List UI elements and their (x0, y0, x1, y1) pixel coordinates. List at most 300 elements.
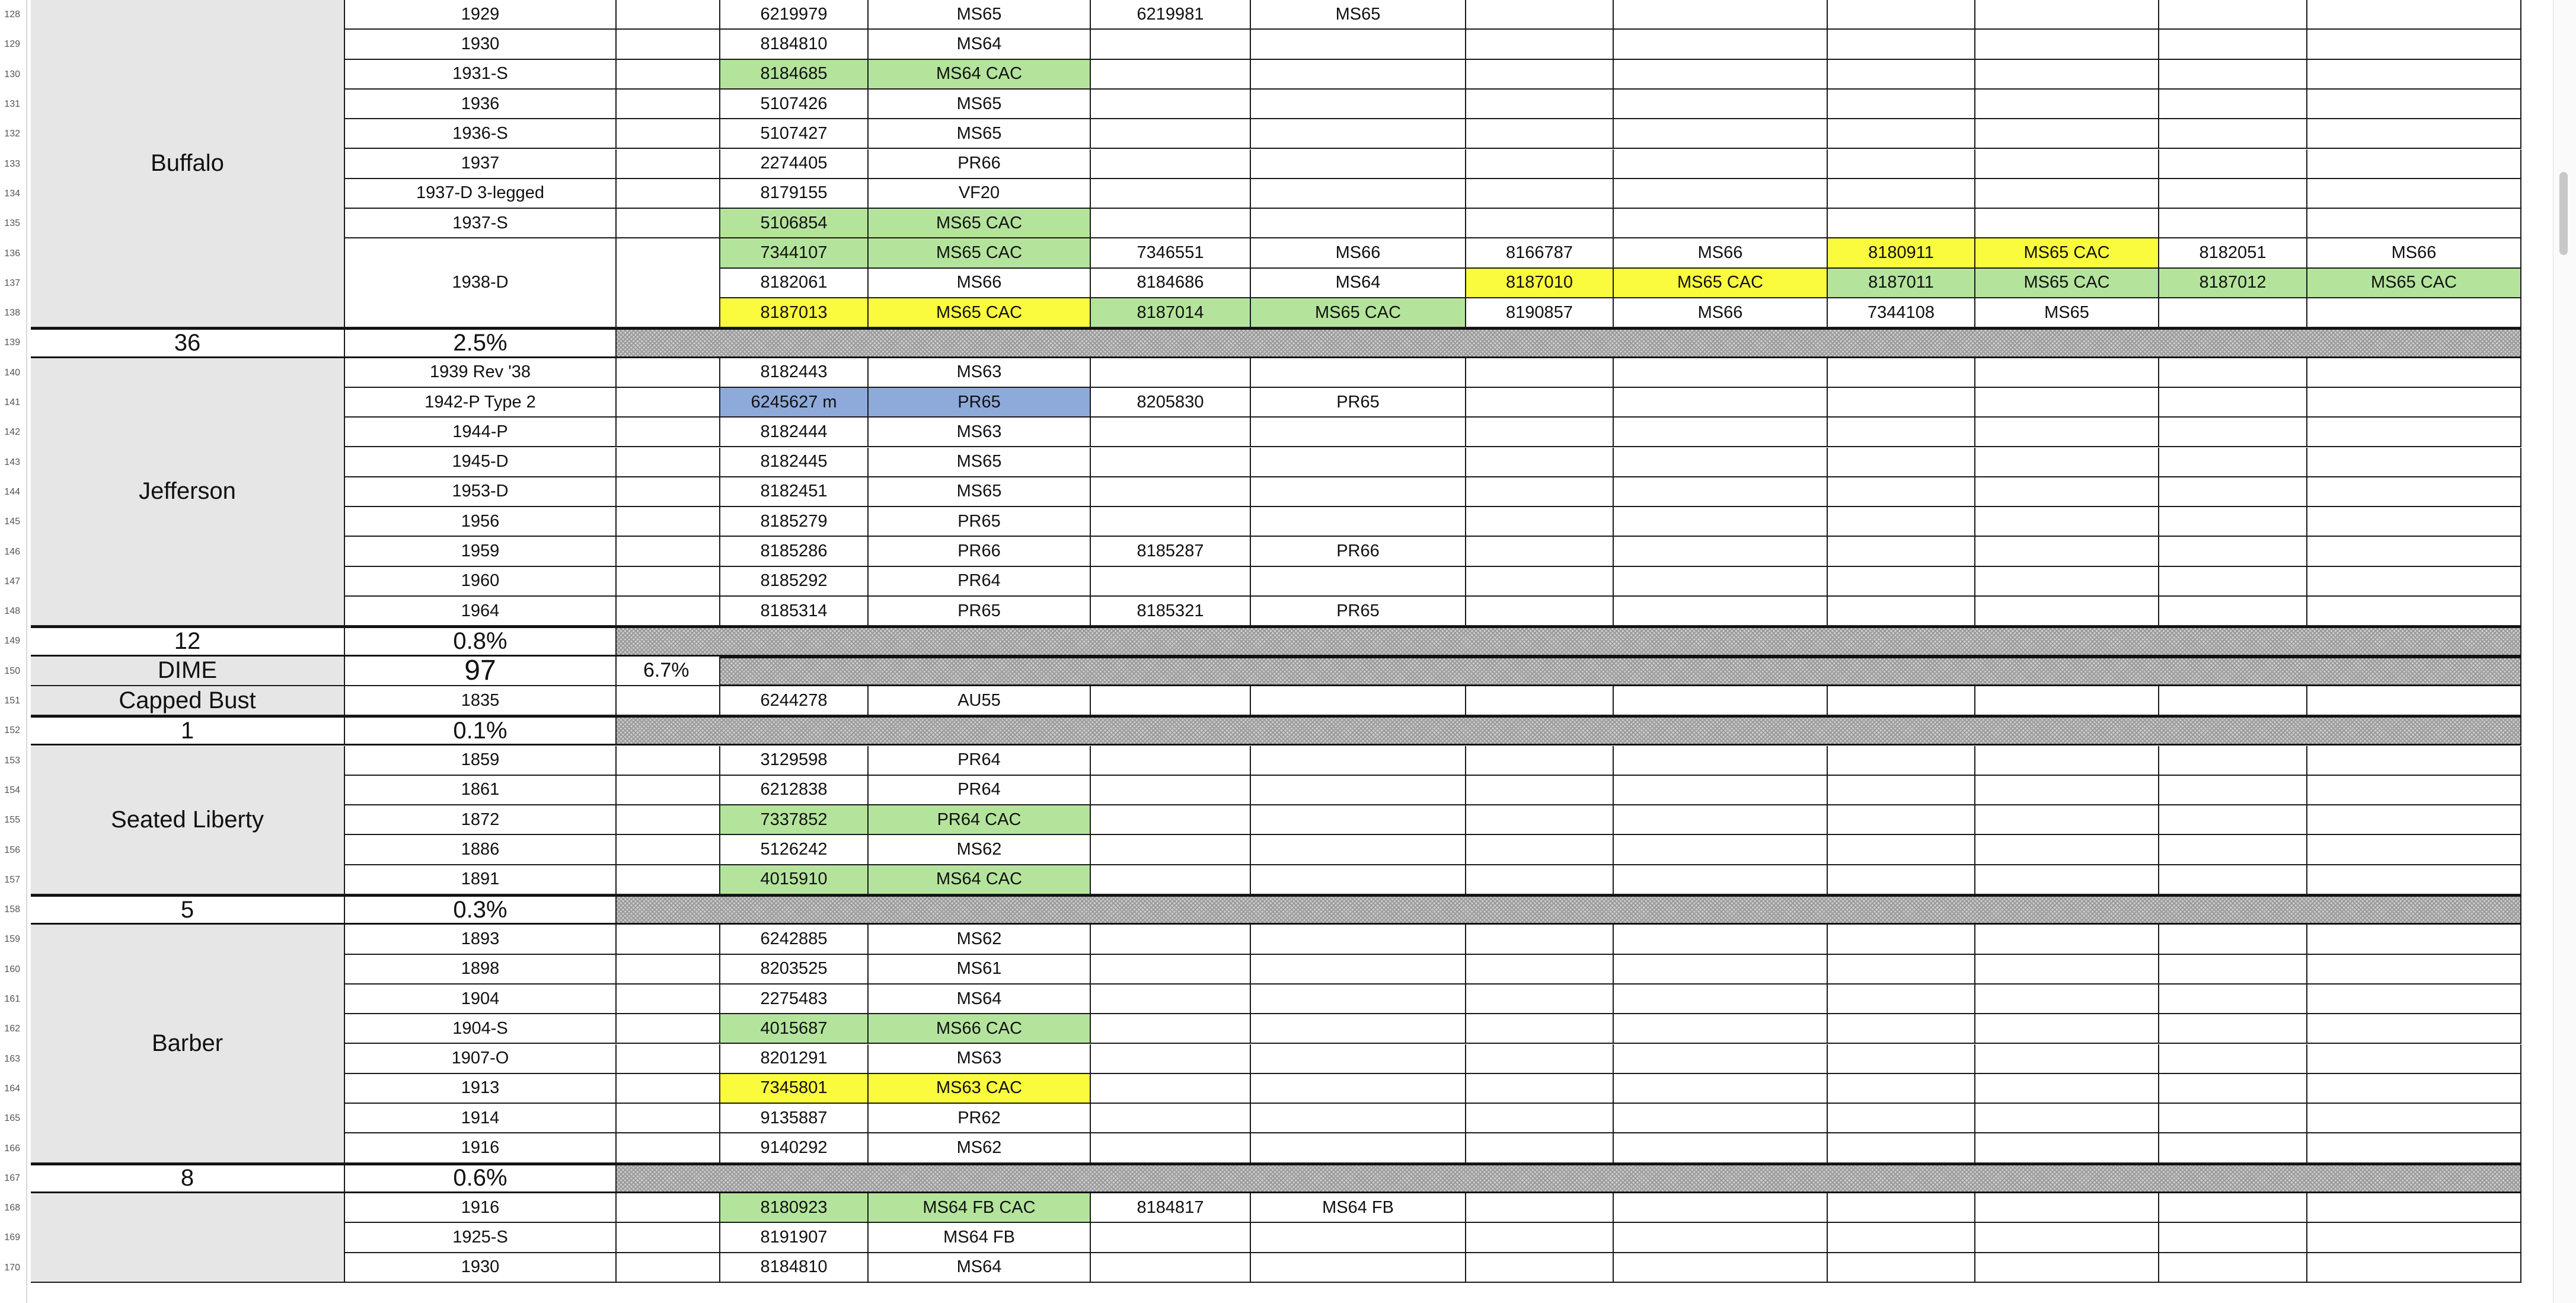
grade-cell[interactable] (2307, 1133, 2521, 1163)
cert-number-cell[interactable] (2159, 955, 2307, 985)
cert-number-cell[interactable] (2159, 119, 2307, 149)
row-number[interactable]: 160 (4, 964, 20, 974)
cert-number-cell[interactable] (1828, 209, 1975, 238)
cert-number-cell[interactable] (1466, 537, 1614, 566)
grade-cell[interactable] (2307, 1223, 2521, 1253)
cert-number-cell[interactable] (1466, 507, 1614, 537)
grade-cell[interactable] (1614, 149, 1828, 179)
grade-cell[interactable]: MS65 CAC (1614, 269, 1828, 298)
blank-cell[interactable] (617, 507, 720, 537)
cert-number-cell[interactable] (2159, 597, 2307, 626)
cert-number-cell[interactable] (1466, 776, 1614, 805)
cert-number-cell[interactable]: 8185279 (720, 507, 869, 537)
grade-cell[interactable]: VF20 (869, 179, 1091, 209)
row-number[interactable]: 130 (4, 69, 20, 79)
grade-cell[interactable]: MS65 CAC (869, 238, 1091, 268)
cert-number-cell[interactable] (1828, 418, 1975, 447)
cert-number-cell[interactable] (1091, 358, 1251, 388)
cert-number-cell[interactable] (1091, 776, 1251, 805)
grade-cell[interactable] (1975, 1104, 2159, 1133)
year-cell[interactable]: 1938-D (345, 238, 617, 328)
row-number[interactable]: 152 (4, 725, 20, 736)
group-percent[interactable]: 0.3% (345, 895, 617, 925)
grade-cell[interactable] (2307, 925, 2521, 954)
year-cell[interactable]: 1937-D 3-legged (345, 179, 617, 209)
cert-number-cell[interactable] (1466, 388, 1614, 418)
row-number[interactable]: 139 (4, 337, 20, 348)
cert-number-cell[interactable] (1091, 985, 1251, 1014)
cert-number-cell[interactable] (1466, 805, 1614, 835)
grade-cell[interactable] (2307, 805, 2521, 835)
cert-number-cell[interactable] (1091, 1223, 1251, 1253)
grade-cell[interactable] (1614, 90, 1828, 119)
grade-cell[interactable] (1614, 507, 1828, 537)
blank-cell[interactable] (617, 746, 720, 776)
grade-cell[interactable] (2307, 209, 2521, 238)
grade-cell[interactable] (1614, 925, 1828, 954)
grade-cell[interactable] (1975, 746, 2159, 776)
grade-cell[interactable] (1614, 1193, 1828, 1223)
cert-number-cell[interactable] (1091, 149, 1251, 179)
grade-cell[interactable]: MS65 CAC (1975, 269, 2159, 298)
grade-cell[interactable]: MS65 (869, 90, 1091, 119)
grade-cell[interactable]: MS66 (869, 269, 1091, 298)
row-number[interactable]: 141 (4, 397, 20, 408)
cert-number-cell[interactable]: 8182051 (2159, 238, 2307, 268)
year-cell[interactable]: 1914 (345, 1104, 617, 1133)
dime-percent[interactable]: 6.7% (617, 657, 720, 686)
grade-cell[interactable]: MS64 (1251, 269, 1466, 298)
blank-cell[interactable] (617, 358, 720, 388)
row-number[interactable]: 159 (4, 934, 20, 945)
row-number[interactable]: 155 (4, 815, 20, 826)
group-label-dime[interactable]: DIME (31, 657, 345, 686)
cert-number-cell[interactable]: 5107426 (720, 90, 869, 119)
cert-number-cell[interactable] (2159, 209, 2307, 238)
cert-number-cell[interactable]: 8185287 (1091, 537, 1251, 566)
blank-cell[interactable] (617, 985, 720, 1014)
grade-cell[interactable]: MS64 CAC (869, 60, 1091, 90)
grade-cell[interactable] (2307, 1104, 2521, 1133)
cert-number-cell[interactable]: 9140292 (720, 1133, 869, 1163)
cert-number-cell[interactable] (1091, 1133, 1251, 1163)
grade-cell[interactable]: MS64 (869, 30, 1091, 59)
cert-number-cell[interactable] (1828, 119, 1975, 149)
blank-cell[interactable] (617, 567, 720, 597)
cert-number-cell[interactable] (1828, 1253, 1975, 1283)
blank-cell[interactable] (617, 90, 720, 119)
grade-cell[interactable] (1251, 985, 1466, 1014)
grade-cell[interactable] (1614, 0, 1828, 30)
grade-cell[interactable] (2307, 537, 2521, 566)
cert-number-cell[interactable] (1828, 60, 1975, 90)
row-number[interactable]: 149 (4, 636, 20, 646)
year-cell[interactable]: 1861 (345, 776, 617, 805)
grade-cell[interactable] (1614, 985, 1828, 1014)
row-number[interactable]: 168 (4, 1203, 20, 1213)
cert-number-cell[interactable] (2159, 179, 2307, 209)
cert-number-cell[interactable] (1091, 1074, 1251, 1104)
row-number[interactable]: 158 (4, 904, 20, 915)
cert-number-cell[interactable] (1091, 865, 1251, 895)
grade-cell[interactable]: PR65 (869, 597, 1091, 626)
cert-number-cell[interactable] (1466, 358, 1614, 388)
grade-cell[interactable] (2307, 179, 2521, 209)
grade-cell[interactable] (1251, 1104, 1466, 1133)
row-number[interactable]: 167 (4, 1173, 20, 1183)
grade-cell[interactable] (2307, 985, 2521, 1014)
grade-cell[interactable]: PR64 (869, 567, 1091, 597)
grade-cell[interactable] (1614, 835, 1828, 865)
row-number-gutter[interactable] (0, 0, 27, 1303)
cert-number-cell[interactable] (2159, 1253, 2307, 1283)
cert-number-cell[interactable] (1828, 597, 1975, 626)
year-cell[interactable]: 1930 (345, 30, 617, 59)
grade-cell[interactable] (1975, 448, 2159, 477)
grade-cell[interactable]: MS65 CAC (869, 298, 1091, 328)
grade-cell[interactable] (1251, 925, 1466, 954)
cert-number-cell[interactable] (1828, 149, 1975, 179)
cert-number-cell[interactable] (1466, 179, 1614, 209)
cert-number-cell[interactable] (1091, 30, 1251, 59)
year-cell[interactable]: 1893 (345, 925, 617, 954)
grade-cell[interactable] (1251, 209, 1466, 238)
grade-cell[interactable] (1975, 805, 2159, 835)
grade-cell[interactable]: MS66 (2307, 238, 2521, 268)
year-cell[interactable]: 1931-S (345, 60, 617, 90)
grade-cell[interactable]: MS64 CAC (869, 865, 1091, 895)
cert-number-cell[interactable] (2159, 388, 2307, 418)
cert-number-cell[interactable] (1828, 30, 1975, 59)
year-cell[interactable]: 1916 (345, 1193, 617, 1223)
cert-number-cell[interactable] (1466, 448, 1614, 477)
cert-number-cell[interactable] (1466, 865, 1614, 895)
year-cell[interactable]: 1960 (345, 567, 617, 597)
vertical-scrollbar-thumb[interactable] (2559, 172, 2568, 255)
blank-cell[interactable] (617, 1193, 720, 1223)
grade-cell[interactable] (1614, 1223, 1828, 1253)
grade-cell[interactable] (2307, 507, 2521, 537)
year-cell[interactable]: 1886 (345, 835, 617, 865)
year-cell[interactable]: 1939 Rev '38 (345, 358, 617, 388)
cert-number-cell[interactable]: 6244278 (720, 686, 869, 716)
grade-cell[interactable]: MS64 FB CAC (869, 1193, 1091, 1223)
cert-number-cell[interactable]: 7344107 (720, 238, 869, 268)
grade-cell[interactable] (1975, 209, 2159, 238)
blank-cell[interactable] (617, 179, 720, 209)
grade-cell[interactable] (2307, 1014, 2521, 1044)
grade-cell[interactable] (2307, 119, 2521, 149)
grade-cell[interactable] (1975, 1074, 2159, 1104)
grade-cell[interactable] (1251, 418, 1466, 447)
cert-number-cell[interactable] (1466, 835, 1614, 865)
cert-number-cell[interactable] (1466, 1014, 1614, 1044)
year-cell[interactable]: 1904-S (345, 1014, 617, 1044)
group-count[interactable]: 1 (31, 716, 345, 746)
cert-number-cell[interactable]: 8201291 (720, 1044, 869, 1074)
cert-number-cell[interactable] (1828, 925, 1975, 954)
row-number[interactable]: 163 (4, 1053, 20, 1064)
cert-number-cell[interactable]: 8185314 (720, 597, 869, 626)
grade-cell[interactable] (1614, 537, 1828, 566)
cert-number-cell[interactable] (1466, 1193, 1614, 1223)
grade-cell[interactable] (1614, 358, 1828, 388)
group-count[interactable]: 8 (31, 1164, 345, 1193)
grade-cell[interactable] (1975, 776, 2159, 805)
cert-number-cell[interactable] (1091, 1104, 1251, 1133)
grade-cell[interactable]: AU55 (869, 686, 1091, 716)
grade-cell[interactable] (1251, 1014, 1466, 1044)
year-cell[interactable]: 1907-O (345, 1044, 617, 1074)
blank-cell[interactable] (617, 686, 720, 716)
cert-number-cell[interactable] (1466, 746, 1614, 776)
cert-number-cell[interactable] (2159, 1223, 2307, 1253)
grade-cell[interactable] (2307, 477, 2521, 507)
cert-number-cell[interactable]: 5107427 (720, 119, 869, 149)
cert-number-cell[interactable] (2159, 90, 2307, 119)
grade-cell[interactable] (2307, 298, 2521, 328)
row-number[interactable]: 132 (4, 129, 20, 139)
row-number[interactable]: 150 (4, 665, 20, 676)
grade-cell[interactable] (2307, 1193, 2521, 1223)
blank-cell[interactable] (617, 209, 720, 238)
cert-number-cell[interactable]: 8187013 (720, 298, 869, 328)
cert-number-cell[interactable]: 7344108 (1828, 298, 1975, 328)
cert-number-cell[interactable]: 8191907 (720, 1223, 869, 1253)
cert-number-cell[interactable] (2159, 1104, 2307, 1133)
grade-cell[interactable] (1251, 90, 1466, 119)
cert-number-cell[interactable]: 8185286 (720, 537, 869, 566)
cert-number-cell[interactable] (1828, 985, 1975, 1014)
cert-number-cell[interactable]: 6245627 m (720, 388, 869, 418)
row-number[interactable]: 133 (4, 158, 20, 169)
cert-number-cell[interactable]: 6212838 (720, 776, 869, 805)
cert-number-cell[interactable] (2159, 686, 2307, 716)
cert-number-cell[interactable]: 8185292 (720, 567, 869, 597)
cert-number-cell[interactable] (2159, 1014, 2307, 1044)
cert-number-cell[interactable] (2159, 298, 2307, 328)
cert-number-cell[interactable] (1828, 179, 1975, 209)
grade-cell[interactable] (2307, 955, 2521, 985)
cert-number-cell[interactable]: 8185321 (1091, 597, 1251, 626)
cert-number-cell[interactable] (1091, 1014, 1251, 1044)
grade-cell[interactable] (1614, 1133, 1828, 1163)
grade-cell[interactable] (2307, 90, 2521, 119)
year-cell[interactable]: 1959 (345, 537, 617, 566)
grade-cell[interactable] (1975, 1253, 2159, 1283)
cert-number-cell[interactable]: 8166787 (1466, 238, 1614, 268)
grade-cell[interactable] (2307, 567, 2521, 597)
cert-number-cell[interactable] (1091, 448, 1251, 477)
cert-number-cell[interactable] (1091, 686, 1251, 716)
group-count[interactable]: 36 (31, 328, 345, 358)
grade-cell[interactable] (1614, 865, 1828, 895)
grade-cell[interactable] (1614, 418, 1828, 447)
grade-cell[interactable] (1251, 358, 1466, 388)
year-cell[interactable]: 1930 (345, 1253, 617, 1283)
cert-number-cell[interactable]: 7345801 (720, 1074, 869, 1104)
cert-number-cell[interactable] (1828, 358, 1975, 388)
year-cell[interactable]: 1891 (345, 865, 617, 895)
blank-cell[interactable] (617, 776, 720, 805)
grade-cell[interactable] (1251, 776, 1466, 805)
grade-cell[interactable]: MS65 CAC (1251, 298, 1466, 328)
cert-number-cell[interactable] (2159, 1133, 2307, 1163)
year-cell[interactable]: 1916 (345, 1133, 617, 1163)
row-number[interactable]: 166 (4, 1143, 20, 1154)
grade-cell[interactable] (1251, 149, 1466, 179)
group-label-barber[interactable]: Barber (31, 925, 345, 1163)
cert-number-cell[interactable] (1466, 686, 1614, 716)
grade-cell[interactable]: PR64 (869, 746, 1091, 776)
cert-number-cell[interactable]: 8184810 (720, 1253, 869, 1283)
row-number[interactable]: 138 (4, 308, 20, 318)
cert-number-cell[interactable] (1466, 925, 1614, 954)
row-number[interactable]: 145 (4, 517, 20, 527)
cert-number-cell[interactable]: 8182451 (720, 477, 869, 507)
grade-cell[interactable] (1975, 149, 2159, 179)
cert-number-cell[interactable] (1828, 477, 1975, 507)
cert-number-cell[interactable]: 5106854 (720, 209, 869, 238)
grade-cell[interactable] (1614, 1044, 1828, 1074)
grade-cell[interactable] (1975, 1223, 2159, 1253)
cert-number-cell[interactable] (1466, 477, 1614, 507)
grade-cell[interactable]: PR62 (869, 1104, 1091, 1133)
cert-number-cell[interactable] (2159, 537, 2307, 566)
grade-cell[interactable] (1614, 477, 1828, 507)
cert-number-cell[interactable] (1828, 448, 1975, 477)
cert-number-cell[interactable]: 2274405 (720, 149, 869, 179)
grade-cell[interactable]: PR64 CAC (869, 805, 1091, 835)
cert-number-cell[interactable]: 5126242 (720, 835, 869, 865)
cert-number-cell[interactable] (1828, 805, 1975, 835)
cert-number-cell[interactable] (1466, 119, 1614, 149)
cert-number-cell[interactable]: 2275483 (720, 985, 869, 1014)
grade-cell[interactable] (1975, 119, 2159, 149)
blank-cell[interactable] (617, 0, 720, 30)
cert-number-cell[interactable] (1828, 388, 1975, 418)
grade-cell[interactable] (1251, 119, 1466, 149)
cert-number-cell[interactable] (1091, 90, 1251, 119)
grade-cell[interactable]: MS63 (869, 418, 1091, 447)
grade-cell[interactable]: PR65 (869, 388, 1091, 418)
row-number[interactable]: 169 (4, 1232, 20, 1243)
year-cell[interactable]: 1944-P (345, 418, 617, 447)
grade-cell[interactable] (1975, 1014, 2159, 1044)
blank-cell[interactable] (617, 30, 720, 59)
grade-cell[interactable]: MS65 (1251, 0, 1466, 30)
grade-cell[interactable] (1251, 60, 1466, 90)
grade-cell[interactable] (1975, 179, 2159, 209)
cert-number-cell[interactable] (1466, 567, 1614, 597)
grade-cell[interactable] (1614, 1253, 1828, 1283)
year-cell[interactable]: 1936 (345, 90, 617, 119)
cert-number-cell[interactable]: 8180923 (720, 1193, 869, 1223)
cert-number-cell[interactable] (1091, 119, 1251, 149)
blank-cell[interactable] (617, 1253, 720, 1283)
year-cell[interactable]: 1925-S (345, 1223, 617, 1253)
cert-number-cell[interactable] (1828, 955, 1975, 985)
blank-cell[interactable] (617, 1074, 720, 1104)
cert-number-cell[interactable] (1828, 686, 1975, 716)
grade-cell[interactable] (2307, 1044, 2521, 1074)
cert-number-cell[interactable]: 4015687 (720, 1014, 869, 1044)
grade-cell[interactable] (1975, 985, 2159, 1014)
grade-cell[interactable] (1975, 955, 2159, 985)
cert-number-cell[interactable] (1466, 149, 1614, 179)
grade-cell[interactable] (2307, 865, 2521, 895)
grade-cell[interactable] (1614, 448, 1828, 477)
cert-number-cell[interactable]: 8187011 (1828, 269, 1975, 298)
row-number[interactable]: 144 (4, 486, 20, 497)
row-number[interactable]: 154 (4, 785, 20, 795)
cert-number-cell[interactable] (2159, 1044, 2307, 1074)
cert-number-cell[interactable] (2159, 567, 2307, 597)
cert-number-cell[interactable] (1091, 746, 1251, 776)
grade-cell[interactable]: MS66 (1614, 298, 1828, 328)
row-number[interactable]: 148 (4, 606, 20, 617)
cert-number-cell[interactable] (1466, 209, 1614, 238)
row-number[interactable]: 156 (4, 845, 20, 855)
cert-number-cell[interactable] (1828, 776, 1975, 805)
grade-cell[interactable] (1614, 179, 1828, 209)
blank-cell[interactable] (617, 1044, 720, 1074)
grade-cell[interactable]: MS63 (869, 1044, 1091, 1074)
grade-cell[interactable] (1614, 746, 1828, 776)
blank-cell[interactable] (617, 955, 720, 985)
cert-number-cell[interactable] (2159, 30, 2307, 59)
grade-cell[interactable] (2307, 776, 2521, 805)
cert-number-cell[interactable]: 8182061 (720, 269, 869, 298)
year-cell[interactable]: 1956 (345, 507, 617, 537)
cert-number-cell[interactable] (1091, 925, 1251, 954)
cert-number-cell[interactable] (1828, 865, 1975, 895)
grade-cell[interactable]: PR66 (869, 537, 1091, 566)
grade-cell[interactable] (1251, 955, 1466, 985)
row-number[interactable]: 153 (4, 755, 20, 766)
cert-number-cell[interactable] (2159, 418, 2307, 447)
grade-cell[interactable]: MS65 (869, 477, 1091, 507)
year-cell[interactable]: 1964 (345, 597, 617, 626)
cert-number-cell[interactable]: 8184686 (1091, 269, 1251, 298)
row-number[interactable]: 137 (4, 278, 20, 288)
grade-cell[interactable] (1975, 925, 2159, 954)
blank-cell[interactable] (617, 388, 720, 418)
cert-number-cell[interactable]: 8187010 (1466, 269, 1614, 298)
grade-cell[interactable]: PR65 (869, 507, 1091, 537)
grade-cell[interactable] (1251, 746, 1466, 776)
row-number[interactable]: 161 (4, 994, 20, 1005)
row-number[interactable]: 134 (4, 188, 20, 199)
blank-cell[interactable] (617, 60, 720, 90)
cert-number-cell[interactable]: 8184817 (1091, 1193, 1251, 1223)
grade-cell[interactable] (2307, 358, 2521, 388)
grade-cell[interactable] (2307, 1074, 2521, 1104)
cert-number-cell[interactable]: 8190857 (1466, 298, 1614, 328)
grade-cell[interactable]: MS62 (869, 835, 1091, 865)
vertical-scrollbar[interactable] (2553, 0, 2576, 1303)
group-count[interactable]: 12 (31, 626, 345, 656)
grade-cell[interactable]: PR66 (869, 149, 1091, 179)
grade-cell[interactable] (1975, 60, 2159, 90)
grade-cell[interactable] (1251, 1223, 1466, 1253)
cert-number-cell[interactable]: 9135887 (720, 1104, 869, 1133)
cert-number-cell[interactable]: 3129598 (720, 746, 869, 776)
grade-cell[interactable] (1251, 835, 1466, 865)
cert-number-cell[interactable] (1828, 1044, 1975, 1074)
row-number[interactable]: 151 (4, 696, 20, 706)
grade-cell[interactable]: PR65 (1251, 388, 1466, 418)
